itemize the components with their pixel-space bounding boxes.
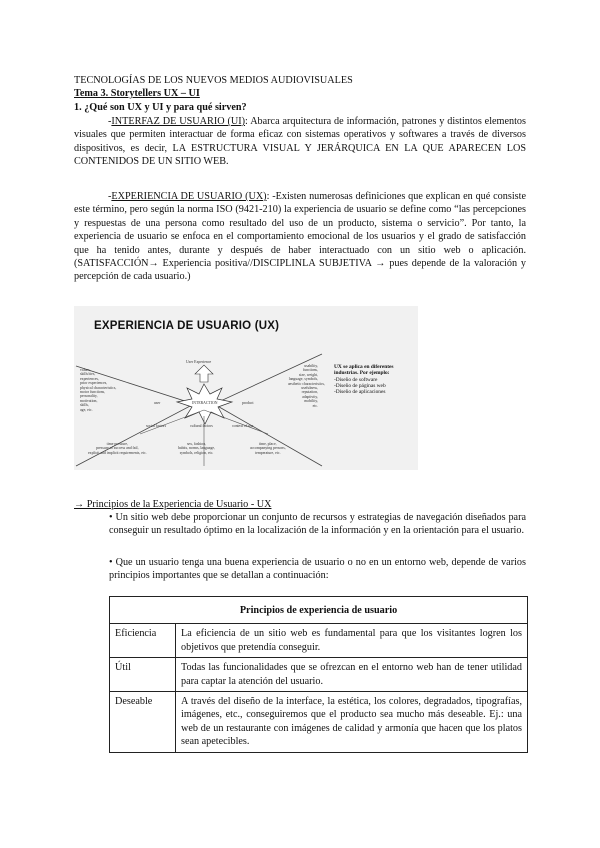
table-key-cell: Deseable [110,692,176,753]
table-row [110,624,528,658]
product-label: product [242,401,254,405]
table-row [110,658,528,692]
bullet-2-text: • Que un usuario tenga una buena experiencia de usuario o no en un entorno web, depende de varios principios importantes que se detallan a continuación: [109,557,526,582]
principles-heading: → Principios de la Experiencia de Usuario - UX [74,499,272,510]
principles-bullet-1 [109,511,526,538]
figure-note-items: -Diseño de software -Diseño de páginas web -Diseño de aplicaciones [334,376,386,396]
figure-note [334,364,419,395]
divider-line [204,410,268,434]
ux-paragraph [74,190,526,284]
ui-paragraph [74,115,526,169]
table-key-cell: Útil [110,658,176,692]
principles-table [109,596,528,753]
table-value-cell: La eficiencia de un sitio web es fundamental para que los visitantes logren los objetivos que pretendía conseguir. [176,624,528,658]
figure-note-title: UX se aplica en diferentes industrias. Por ejemplo: [334,364,394,377]
user-label: user [154,401,161,405]
social-factors-list: time pressure, pressure of success and fail, explicit and implicit requirements, etc. [88,442,147,455]
principles-bullet-2 [109,556,526,583]
topic-title: Tema 3. Storytellers UX – UI [74,88,200,99]
context-list: time, place, accompanying persons, temperature, etc. [250,442,286,455]
divider-line [140,410,204,434]
center-label: INTERACTION [192,401,218,405]
ui-prefix: - [108,116,112,127]
figure-title: EXPERIENCIA DE USUARIO (UX) [94,320,280,332]
cultural-factors-list: sex, fashion, habits, norms, language, symbols, religion, etc. [178,442,216,455]
ux-body: : -Existen numerosas definiciones que explican en qué consiste este término, pero según la norma ISO (9421-210) la experiencia de usuario se define como “las percepciones y respuestas de una persona como resultado del uso de un producto, sistema o servicio”. Por tanto, la experiencia de usuario se enfoca en el comportamiento emocional de los usuarios y el grado de satisfacción que ha tenido antes, durante y después de haber interactuado con un sitio web o aplicación. (SATISFACCIÓN→ Experiencia positiva//DISCIPLINLA SUBJETIVA → pues depende de la valoración y percepción de cada usuario.) [74,191,526,283]
table-value-cell: A través del diseño de la interface, la estética, los colores, degradados, tipografías, imágenes, etc., conseguiremos que el producto sea mucho más deseable. Ej.: una web de un restaurante con imágenes de calidad y armonía que hacen que los platos sean apetecibles. [176,692,528,753]
table-key-cell: Eficiencia [110,624,176,658]
top-label: User Experience [186,360,212,364]
bullet-1-text: • Un sitio web debe proporcionar un conjunto de recursos y estrategias de navegación diseñados para conseguir un resultado óptimo en la localización de la información y en la orientación para el usuario. [109,512,526,537]
question-heading: 1. ¿Qué son UX y UI y para qué sirven? [74,102,247,113]
course-title: TECNOLOGÍAS DE LOS NUEVOS MEDIOS AUDIOVISUALES [74,75,353,86]
ux-term: EXPERIENCIA DE USUARIO (UX) [111,191,267,202]
table-value-cell: Todas las funcionalidades que se ofrezcan en el entorno web han de tener utilidad para captar la atención del usuario. [176,658,528,692]
ui-body: : Abarca arquitectura de información, patrones y distintos elementos visuales que permiten interactuar de forma eficaz con sistemas operativos y softwares a través de diversos dispositivos, es decir, LA ESTRUCTURA VISUAL Y JERÁRQUICA EN LA QUE APARECEN LOS CONTENIDOS DE UN SITIO WEB. [74,116,526,168]
user-attributes-list: values, skills/ties, experiences, prior experiences, physical characteristics, motor functions, personality, motivation, skills, age, etc. [80,368,117,412]
table-row [110,692,528,753]
up-arrow-icon [195,365,213,382]
context-label: context of use [232,424,254,428]
table-header: Principios de experiencia de usuario [110,597,528,624]
social-factors-label: social factors [146,424,167,428]
cultural-factors-label: cultural factors [190,424,213,428]
ui-term: INTERFAZ DE USUARIO (UI) [111,116,246,127]
table-header-row [110,597,528,624]
product-attributes-list: usability, functions, size, weight, language, symbols, aesthetic characteristics, usefulness, reputation, adaptivity, mobility, etc. [288,364,325,408]
ux-prefix: - [108,191,112,202]
